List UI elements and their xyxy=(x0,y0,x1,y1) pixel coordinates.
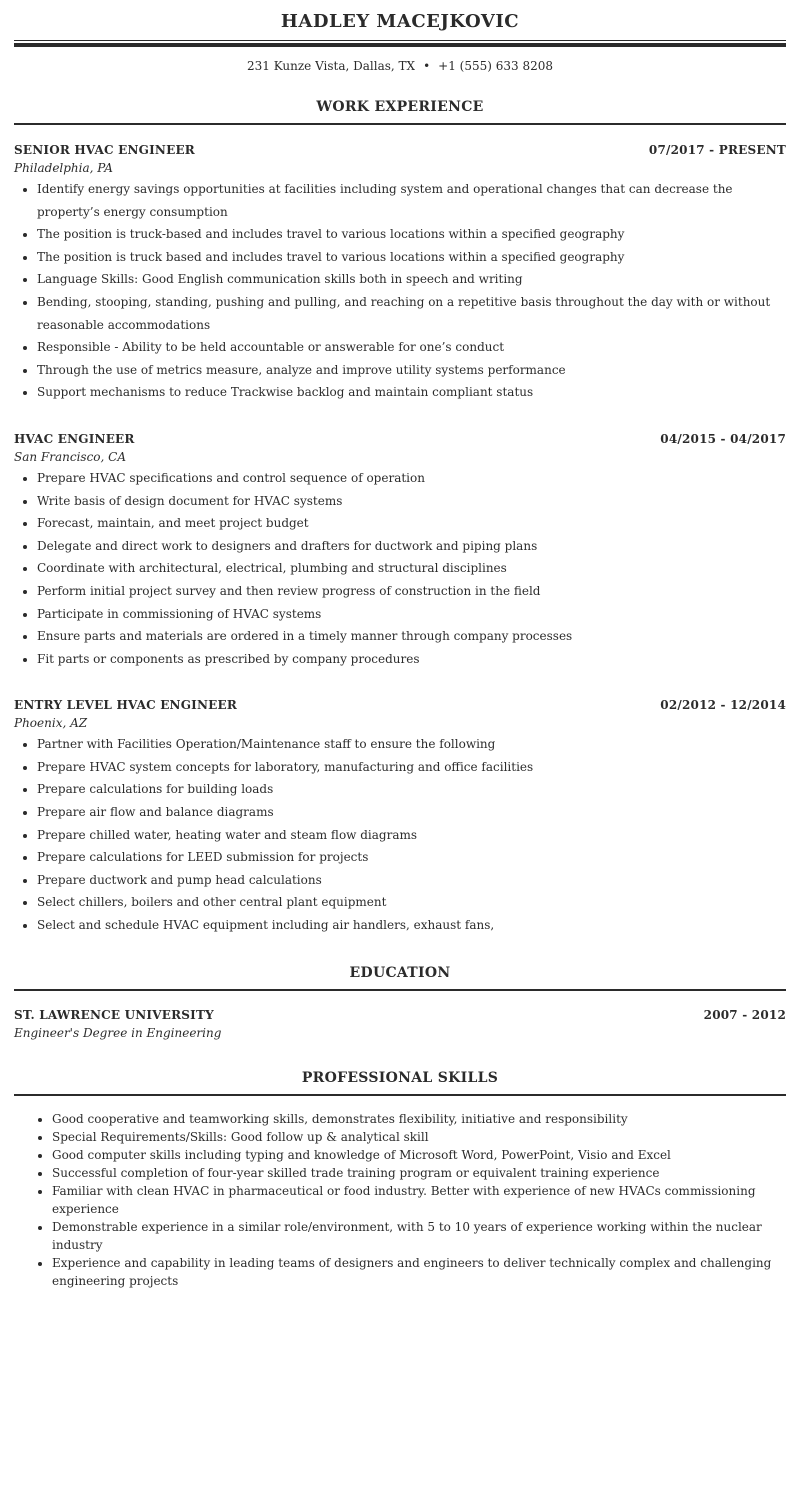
job-location: San Francisco, CA xyxy=(14,449,127,464)
duty-list xyxy=(14,733,786,936)
job-title: SENIOR HVAC ENGINEER xyxy=(14,143,195,157)
duty-list xyxy=(14,467,786,670)
degree: Engineer's Degree in Engineering xyxy=(14,1025,222,1040)
skill-item: • Good cooperative and teamworking skills, demonstrates flexibility, initiative and responsibility xyxy=(52,1110,786,1128)
duty-list xyxy=(14,178,786,404)
skill-item: • Experience and capability in leading teams of designers and engineers to deliver technically complex and challenging engineering projects xyxy=(52,1254,786,1290)
job-dates: 02/2012 - 12/2014 xyxy=(660,698,786,713)
duty-item: • Forecast, maintain, and meet project budget xyxy=(37,512,786,535)
header-divider-thick xyxy=(14,43,786,47)
skills-title: PROFESSIONAL SKILLS xyxy=(301,1069,499,1086)
education-divider xyxy=(14,989,786,991)
duty-item: • Through the use of metrics measure, analyze and improve utility systems performance xyxy=(37,359,786,382)
duty-item: • Participate in commissioning of HVAC systems xyxy=(37,603,786,626)
resume-page xyxy=(14,0,786,1290)
duty-item: • Identify energy savings opportunities at facilities including system and operational changes that can decrease the property’s energy consumption xyxy=(37,178,786,223)
duty-item: • Prepare ductwork and pump head calculations xyxy=(37,869,786,892)
duty-item: • Select and schedule HVAC equipment including air handlers, exhaust fans, xyxy=(37,914,786,937)
header-divider-thin xyxy=(14,40,786,41)
duty-item: • Prepare air flow and balance diagrams xyxy=(37,801,786,824)
job-dates: 04/2015 - 04/2017 xyxy=(660,431,786,446)
duty-item: • Fit parts or components as prescribed by company procedures xyxy=(37,648,786,671)
phone: +1 (555) 633 8208 xyxy=(438,59,554,73)
skill-item: • Familiar with clean HVAC in pharmaceutical or food industry. Better with experience of new HVACs commissioning experience xyxy=(52,1182,786,1218)
work-experience-divider xyxy=(14,123,786,125)
skill-item: • Demonstrable experience in a similar role/environment, with 5 to 10 years of experience working within the nuclear industry xyxy=(52,1218,786,1254)
job-entry xyxy=(14,696,786,936)
job-location: Phoenix, AZ xyxy=(14,716,88,731)
skill-item: • Special Requirements/Skills: Good follow up & analytical skill xyxy=(52,1128,786,1146)
duty-item: • Bending, stooping, standing, pushing and pulling, and reaching on a repetitive basis throughout the day with or without reasonable accommodations xyxy=(37,291,786,336)
contact-line xyxy=(14,57,786,75)
work-experience-title: WORK EXPERIENCE xyxy=(316,99,484,115)
job-entry xyxy=(14,141,786,404)
duty-item: • Coordinate with architectural, electrical, plumbing and structural disciplines xyxy=(37,557,786,580)
duty-item: • Prepare calculations for LEED submission for projects xyxy=(37,846,786,869)
skill-item: • Successful completion of four-year skilled trade training program or equivalent training experience xyxy=(52,1164,786,1182)
duty-item: • Support mechanisms to reduce Trackwise backlog and maintain compliant status xyxy=(37,381,786,404)
duty-item: • Prepare chilled water, heating water and steam flow diagrams xyxy=(37,824,786,847)
skills-section xyxy=(14,1068,786,1290)
job-title: ENTRY LEVEL HVAC ENGINEER xyxy=(14,698,238,713)
duty-item: • Delegate and direct work to designers and drafters for ductwork and piping plans xyxy=(37,535,786,558)
job-dates: 07/2017 - PRESENT xyxy=(648,143,786,157)
skills-list xyxy=(14,1110,786,1290)
duty-item: • Responsible - Ability to be held accountable or answerable for one’s conduct xyxy=(37,336,786,359)
work-experience-section xyxy=(14,97,786,937)
job-title: HVAC ENGINEER xyxy=(14,431,135,446)
address: 231 Kunze Vista, Dallas, TX xyxy=(246,59,416,73)
candidate-name: HADLEY MACEJKOVIC xyxy=(280,11,520,32)
duty-item: • Prepare HVAC specifications and control sequence of operation xyxy=(37,467,786,490)
duty-item: • Ensure parts and materials are ordered in a timely manner through company processes xyxy=(37,625,786,648)
duty-item: • The position is truck-based and includes travel to various locations within a specified geography xyxy=(37,223,786,246)
duty-item: • Prepare HVAC system concepts for laboratory, manufacturing and office facilities xyxy=(37,756,786,779)
school-name: ST. LAWRENCE UNIVERSITY xyxy=(14,1007,214,1022)
skill-item: • Good computer skills including typing and knowledge of Microsoft Word, PowerPoint, Visio and Excel xyxy=(52,1146,786,1164)
duty-item: • The position is truck based and includes travel to various locations within a specified geography xyxy=(37,246,786,269)
education-dates: 2007 - 2012 xyxy=(703,1007,786,1022)
education-title: EDUCATION xyxy=(349,964,451,981)
duty-item: • Language Skills: Good English communication skills both in speech and writing xyxy=(37,268,786,291)
education-section xyxy=(14,963,786,1042)
duty-item: • Perform initial project survey and then review progress of construction in the field xyxy=(37,580,786,603)
education-entry xyxy=(14,1006,786,1042)
contact-separator: • xyxy=(423,59,431,73)
duty-item: • Select chillers, boilers and other central plant equipment xyxy=(37,891,786,914)
job-entry xyxy=(14,430,786,670)
duty-item: • Partner with Facilities Operation/Maintenance staff to ensure the following xyxy=(37,733,786,756)
duty-item: • Write basis of design document for HVAC systems xyxy=(37,490,786,513)
skills-divider xyxy=(14,1094,786,1096)
job-location: Philadelphia, PA xyxy=(14,161,113,175)
duty-item: • Prepare calculations for building loads xyxy=(37,778,786,801)
